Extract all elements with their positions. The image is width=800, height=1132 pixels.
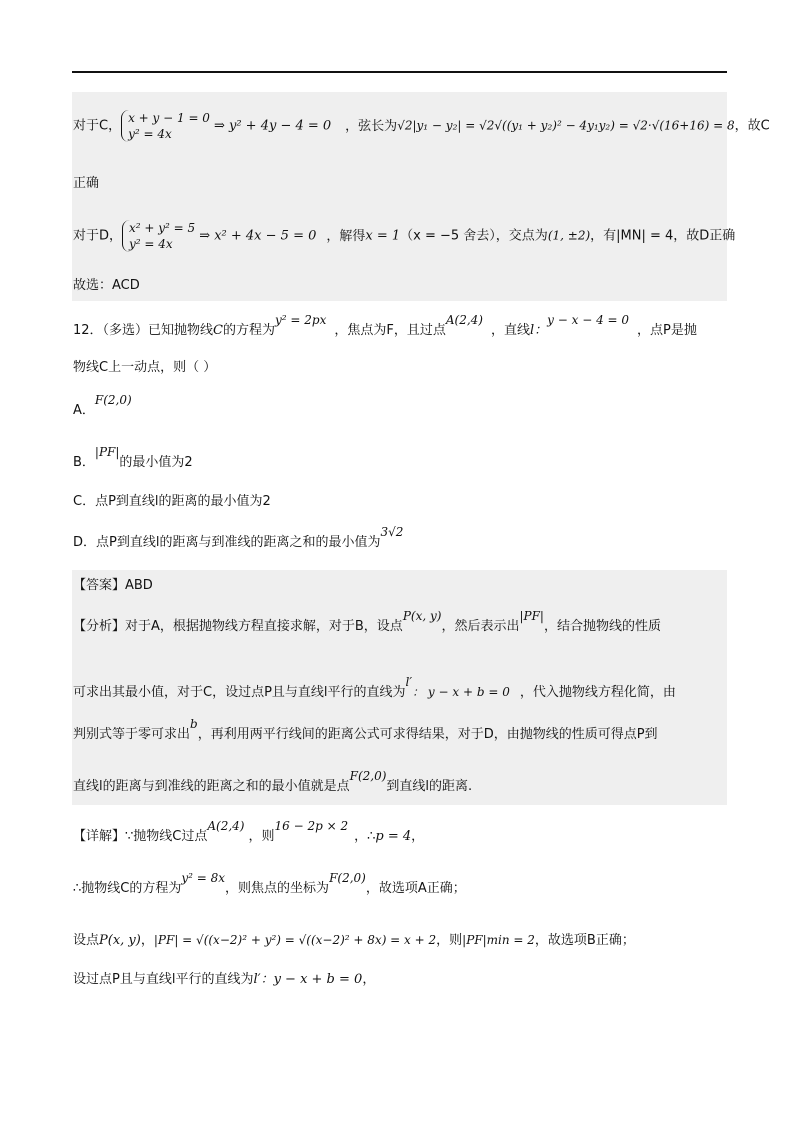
solution-d-x1: x = 1 <box>365 228 401 244</box>
question-line-text: ，直线 <box>490 323 530 338</box>
detail-3a: 设点 <box>73 933 100 948</box>
solution-c-chord-formula: √2|y₁ − y₂| = √2√((y₁ + y₂)² − 4y₁y₂) = √2·√(16+16) = 8 <box>397 118 735 133</box>
option-b-math: |PF| <box>94 445 120 459</box>
analysis-line-1 <box>73 609 661 637</box>
option-b-text: 的最小值为2 <box>119 455 193 470</box>
solution-c-sys-line1: x + y − 1 = 0 <box>128 111 210 125</box>
detail-2a: ∴抛物线C的方程为 <box>73 881 182 896</box>
analysis-2a: 可求出其最小值，对于C，设过点P且与直线l平行的直线为 <box>73 685 406 700</box>
detail-1d: ， <box>411 829 425 844</box>
detail-1c: ，∴ <box>354 829 376 844</box>
solution-c-correct <box>73 174 99 194</box>
detail-3m2: |PF| = √((x−2)² + y²) = √((x−2)² + 8x) = x + 2 <box>153 933 437 947</box>
question-line-eq: y − x − 4 = 0 <box>547 313 630 327</box>
question-line-1 <box>73 313 697 341</box>
option-d <box>73 525 404 553</box>
detail-2c: ，故选项A正确； <box>365 881 466 896</box>
analysis-3b: ，再利用两平行线间的距离公式可求得结果，对于D，由抛物线的性质可得点P到 <box>197 727 658 742</box>
question-focus-text: ，焦点为F，且过点 <box>334 323 446 338</box>
question-p-text: ，点P是抛 <box>637 323 697 338</box>
analysis-1a: 【分析】对于A，根据抛物线方程直接求解，对于B，设点 <box>73 619 403 634</box>
solution-d-sys-line2: y² = 4x <box>129 237 173 251</box>
analysis-1c: ，结合抛物线的性质 <box>543 619 661 634</box>
question-eq: y² = 2px <box>275 313 327 327</box>
solution-c-implies: ⇒ y² + 4y − 4 = 0 <box>213 118 332 134</box>
analysis-line-2 <box>73 675 676 703</box>
answer-label-text: 【答案】ABD <box>73 578 153 593</box>
analysis-line-3 <box>73 717 658 745</box>
detail-line-3 <box>73 930 635 951</box>
detail-2b: ，则焦点的坐标为 <box>225 881 330 896</box>
solution-c-line <box>73 110 770 142</box>
detail-3b: ， <box>140 933 154 948</box>
question-c-var: C <box>213 323 223 338</box>
solution-c-correct-text: 正确 <box>73 176 100 191</box>
header-rule <box>72 71 727 73</box>
answer-label <box>73 576 153 596</box>
option-b-label: B． <box>73 455 95 470</box>
detail-1m3: p = 4 <box>375 829 412 844</box>
solution-d-line <box>73 220 735 252</box>
analysis-2m1: l′ <box>405 675 413 689</box>
analysis-line-4 <box>73 769 473 797</box>
solution-d-paren: （x = −5 舍去），交点为 <box>400 228 548 244</box>
detail-4b: ， <box>362 972 376 987</box>
option-b <box>73 445 193 473</box>
detail-4m: l′：y − x + b = 0 <box>253 972 363 987</box>
solution-d-implies: ⇒ x² + 4x − 5 = 0 <box>199 228 317 244</box>
option-d-math: 3√2 <box>380 525 404 539</box>
solution-d-sys-line1: x² + y² = 5 <box>129 221 196 235</box>
solution-choice <box>73 276 140 296</box>
option-a-math: F(2,0) <box>94 393 132 407</box>
detail-3c: ，则 <box>436 933 463 948</box>
solution-d-mn: ，有|MN| = 4 <box>590 228 674 244</box>
question-eq-text: 的方程为 <box>223 323 276 338</box>
option-d-text: D．点P到直线l的距离与到准线的距离之和的最小值为 <box>73 535 381 550</box>
question-line-2 <box>73 358 216 378</box>
detail-1m2: 16 − 2p × 2 <box>274 819 349 833</box>
solution-d-system <box>122 220 195 252</box>
option-c <box>73 492 271 512</box>
solution-c-intro: 对于C， <box>73 118 122 134</box>
option-c-text: C．点P到直线l的距离的最小值为2 <box>73 494 271 509</box>
detail-3d: ，故选项B正确； <box>534 933 635 948</box>
solution-d-solve: ，解得 <box>326 228 366 244</box>
analysis-4a: 直线l的距离与到准线的距离之和的最小值就是点 <box>73 779 350 794</box>
solution-choice-text: 故选：ACD <box>73 278 140 293</box>
option-a <box>73 393 132 421</box>
question-number: 12．（多选）已知抛物线 <box>73 323 214 338</box>
detail-2m: y² = 8x <box>181 871 226 885</box>
solution-d-end: ，故D正确 <box>673 228 736 244</box>
question-line2-text: 物线C上一动点，则（ ） <box>73 360 217 375</box>
detail-3m: P(x, y) <box>99 933 141 948</box>
detail-1b: ，则 <box>248 829 275 844</box>
detail-line-2 <box>73 871 466 899</box>
question-line-l: l： <box>530 323 548 338</box>
analysis-1m2: |PF| <box>519 609 544 623</box>
solution-c-system <box>121 110 210 142</box>
solution-c-chord-text: ，弦长为 <box>345 118 398 134</box>
detail-line-1 <box>73 819 425 847</box>
analysis-4m: F(2,0) <box>349 769 387 783</box>
solution-c-end: ，故C <box>734 118 770 134</box>
analysis-2b: ，代入抛物线方程化简，由 <box>519 685 676 700</box>
analysis-1b: ，然后表示出 <box>441 619 520 634</box>
detail-line-4 <box>73 970 375 990</box>
detail-4a: 设过点P且与直线l平行的直线为 <box>73 972 254 987</box>
detail-1a: 【详解】∵抛物线C过点 <box>73 829 208 844</box>
analysis-1m: P(x, y) <box>402 609 442 623</box>
option-a-label: A． <box>73 403 95 418</box>
solution-c-sys-line2: y² = 4x <box>128 127 172 141</box>
analysis-4b: 到直线l的距离. <box>386 779 473 794</box>
detail-1m: A(2,4) <box>207 819 245 833</box>
analysis-3m: b <box>190 717 198 731</box>
analysis-3a: 判别式等于零可求出 <box>73 727 191 742</box>
analysis-2m2: ： y − x + b = 0 <box>412 685 510 699</box>
question-point-a: A(2,4) <box>445 313 483 327</box>
detail-3m3: |PF|min = 2 <box>462 933 535 947</box>
solution-d-intro: 对于D， <box>73 228 123 244</box>
solution-d-point: (1, ±2) <box>547 228 591 243</box>
detail-2m2: F(2,0) <box>329 871 366 885</box>
